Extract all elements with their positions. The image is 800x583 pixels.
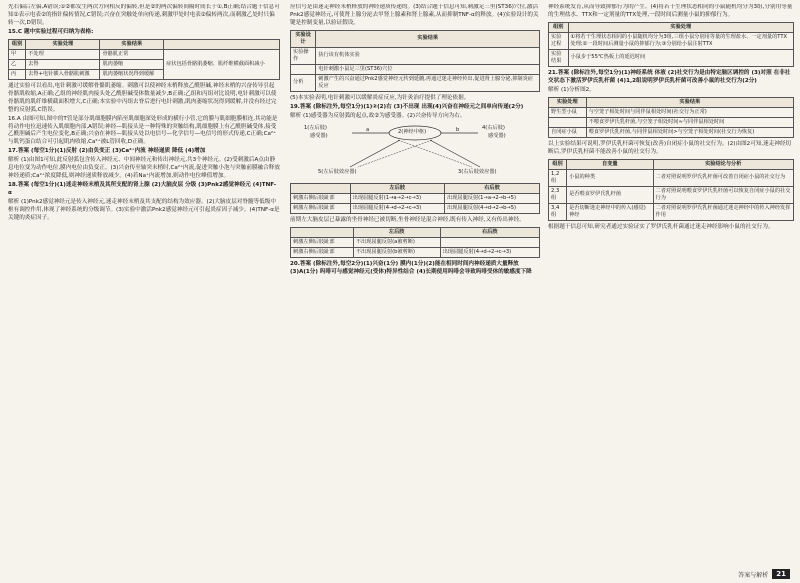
table-cell: 执行该有机体实验 [316, 47, 540, 64]
table-cell: 刺激左侧后肢趾部 [291, 237, 354, 247]
paragraph: 先右偏后左偏,A错误;①②都发生两次方向相反的偏转,但是②的两次偏转间隔时间长于①,B正确;结合题干信息可知②表示电表②的指针偏转情况,C错误;兴奋在突触处单向传递,刺激甲处时电表②偏转两次,而刺激乙处时只偏转一次,D错误。 [8, 4, 280, 26]
table-header: 自变量 [567, 159, 653, 169]
question-20: 20.答案 (除标注外,每空2分)(1)兴奋(1分) 膜内(1分)(2)能在相同时间内神经递质大量释放 (3)A(1分) 吗啡可与感觉神经元(受体)特异性结合 (4)长期使用吗啡会导致吗啡受体的敏感度下降 [290, 260, 532, 275]
table-cell: 1,2组 [549, 169, 567, 186]
diagram-left-receptor-sub: 感受器) [310, 132, 328, 139]
table-cell: 实验过程 [549, 32, 569, 49]
table-cell: 乙 [9, 59, 26, 69]
table-row [549, 127, 794, 137]
diagram-label-a: a [366, 126, 370, 133]
table-cell: 是否喂食罗伊氏乳杆菌 [567, 186, 653, 203]
table-header: 组别 [9, 39, 26, 49]
paragraph: (5)本实验表明,电针刺激可以缓解炎症反应,为针灸治疗提供了理论依据。 [290, 94, 470, 101]
table-cell: 二者对照说明罗伊氏乳杆菌可改善自闭症小鼠的社交行为 [653, 169, 793, 186]
table-cell: 与空笼子相处时间与同伴鼠相处时间(社交行为正常) [586, 107, 793, 117]
table-cell: 甲 [9, 49, 26, 59]
diagram-right-receptor: 4(右后肢) [482, 124, 505, 131]
table-cell: 肌肉萎缩状况得到缓解 [100, 69, 164, 79]
table-note-header [164, 39, 280, 49]
table-cell: 出现屈腿反射(1→a→2→c→3) [350, 193, 444, 203]
table-row [291, 47, 540, 64]
table-reflex-1 [290, 183, 540, 214]
column-right [548, 4, 794, 565]
analysis-17: 解析 (1)由图1可知,此反射弧包含传入神经元、中间神经元和传出神经元,共3个神经元。(2)受刺激后A点由静息电位变为动作电位,膜内电位由负变正。(3)兴奋传至轴突末梢时,Ca²⁺内流,促进突触小泡与突触前膜融合释放神经递质;Ca²⁺浓度降低,则神经递质释放减少。(4)若Na⁺内流增加,则动作电位峰值增加。 [8, 157, 280, 180]
table-cell: 小鼠的种类 [567, 169, 653, 186]
table-row [291, 74, 540, 91]
table-cell [549, 117, 587, 127]
analysis-18: 解析 (1)Pnk2感觉神经元是传入神经元,迷走神经末梢及其支配的结构为效应器。(2)大脑皮层对脊髓等低级中枢有调控作用,体现了神经系统的分级调节。(3)实验中激活Pnk2感觉神经元可引起炎症因子减少。(4)TNF-α是关键的炎症因子。 [8, 198, 280, 221]
analysis-21: 解析 (1)分析图2。 [548, 86, 595, 93]
table-header: 实验结论与分析 [653, 159, 793, 169]
table-cell: 去脊+电针插入骨骼肌刺激 [26, 69, 100, 79]
table-header: 右后肢 [440, 227, 539, 237]
table-cell: 电针刺激小鼠足三里(ST36)穴位 [316, 64, 540, 74]
analysis-19: 解析 (1)感受器为反射弧的起点,故②为感受器。(2)兴奋传导方向为右。 [290, 112, 466, 119]
table-cell: 分析 [291, 74, 316, 91]
table-row [549, 169, 794, 186]
table-row [291, 247, 540, 257]
table-reflex-2 [290, 227, 540, 258]
table-cell: 是否切断迷走神经中的传入(感觉)神经 [567, 203, 653, 220]
table-header: 实验处理 [26, 39, 100, 49]
table-cell: 出现屈腿反射(4→d→2→c→3) [440, 247, 539, 257]
table-header: 实验处理 [568, 22, 793, 32]
table-cell: 不喂食罗伊氏乳杆菌,与空笼子相处时间≈与同伴鼠相处时间 [586, 117, 793, 127]
table-q15 [8, 39, 280, 80]
table-row [291, 193, 540, 203]
table-cell: 去脊 [26, 59, 100, 69]
diagram-bottom-left: 5(左后肢效应器) [318, 168, 357, 175]
column-left [8, 4, 280, 565]
table-row [9, 49, 280, 59]
table-social [548, 97, 794, 138]
footer-label: 答案与解析 [738, 571, 769, 579]
table-header [291, 227, 354, 237]
table-cell: 自闭症小鼠 [549, 127, 587, 137]
paragraph: 前期左大脑皮层已暴露的坐骨神经已被切断,坐骨神经是混合神经,既有传入神经,又有传出神经。 [290, 216, 525, 223]
table-header: 实验设计 [291, 30, 316, 47]
table-header: 左后肢 [350, 183, 444, 193]
table-cell: 野生型小鼠 [549, 107, 587, 117]
table-cell: 骨骼肌正常 [100, 49, 164, 59]
table-cell: 刺激右侧后肢趾部 [291, 247, 354, 257]
table-header: 左后肢 [353, 227, 440, 237]
table-cell: 刺激产生的兴奋通过Pnk2感觉神经元传到延髓,再通过迷走神经传出,促进肾上腺分泌,抑制炎症反应 [316, 74, 540, 91]
table-cell [291, 64, 316, 74]
table-row [549, 117, 794, 127]
table-cell: 出现屈腿反射(4→d→2→b→5) [445, 203, 540, 213]
table-header: 组别 [549, 22, 569, 32]
table-header: 右后肢 [445, 183, 540, 193]
table-header: 实验结果 [586, 97, 793, 107]
table-cell: 3,4组 [549, 203, 567, 220]
question-18: 18.答案 (每空1分)(1)迷走神经末梢及其所支配的肾上腺 (2)大脑皮层 分级 (3)Pnk2感觉神经元 (4)TNF-α [8, 182, 277, 196]
table-cell: 喂食罗伊氏乳杆菌,与同伴鼠相处时间>与空笼子相处时间(社交行为恢复) [586, 127, 793, 137]
page-number: 21 [772, 569, 790, 579]
question-19: 19.答案 (除标注外,每空1分)(1)②(2)右 (3)不出现 出现(4)兴奋在神经元之间单向传递(2分) [290, 103, 524, 110]
table-cell: 出现屈腿反射(1→a→2→b→5) [445, 193, 540, 203]
table-ttx [548, 22, 794, 67]
table-cell: 不处理 [26, 49, 100, 59]
question-16: 16.A 由图可知,图中的T管是部分肌细胞膜内陷至肌细胞深处形成的横行小管,它的膜与肌细胞膜相连,其功能是将动作电位迅速传入肌细胞内部,A错误;神经—肌接头是一种特殊的突触结构,肌细胞膜上有乙酰胆碱受体,接受乙酰胆碱后产生电位变化,B正确;兴奋在神经—肌接头处以电信号—化学信号—电信号的形式传递,C正确;Ca²⁺与肌钙蛋白结合可引起肌肉收缩,Ca²⁺被L管回收,D正确。 [8, 115, 278, 146]
table-row [549, 203, 794, 220]
table-cell [440, 237, 539, 247]
table-cell: 2,3组 [549, 186, 567, 203]
table-cell: 刺激左侧后肢趾部 [291, 203, 351, 213]
question-17: 17.答案 (每空1分)(1)反射 (2)由负变正 (3)Ca²⁺内流 神经递质 降低 (4)增加 [8, 148, 206, 155]
table-cell: 实验结果 [549, 49, 569, 66]
table-cell: 出现屈腿反射(4→d→2→c→3) [350, 203, 444, 213]
table-row [549, 32, 794, 49]
table-note: 症状包括骨骼肌萎缩、肌纤维横截面积减小 [164, 49, 280, 79]
table-groups [548, 159, 794, 221]
table-cell: ①将若干生理状态相同的小鼠随机均分为3组,三组小鼠分别用等量的生理盐水、一定剂量的TTX处理;②一段时间后测量小鼠的抑郁行为;③分别给小鼠注射TTX [568, 32, 793, 49]
table-cell: 二者对照说明喂食罗伊氏乳杆菌可以恢复自闭症小鼠的社交行为 [653, 186, 793, 203]
paragraph: 应信号是由迷走神经末梢释放的神经递质传递的。(3)结合题干信息可知,刺激足三里(ST36)穴位,激活Pnk2感觉神经元,可使肾上腺分泌去甲肾上腺素和肾上腺素,从而抑制TNF-α的释放。(4)实验设计的关键是控制变量,以验证假设。 [290, 4, 539, 26]
diagram-right-receptor-sub: 感受器) [488, 132, 506, 139]
table-cell: 小鼠步于55℃热板上的延迟时间 [568, 49, 793, 66]
table-row [549, 186, 794, 203]
table-cell: 二者对照说明罗伊氏乳杆菌通过迷走神经中的传入神经发挥作用 [653, 203, 793, 220]
paragraph: 以上实验结果可说明,罗伊氏乳杆菌可恢复(改善)自闭症小鼠的社交行为。(2)由图2可知,迷走神经切断后,罗伊氏乳杆菌不能改善小鼠的社交行为。 [548, 140, 792, 155]
table-row [549, 107, 794, 117]
paragraph: 神经系统发育,从而导致抑郁行为的产生。(4)将若干生理状态相同的小鼠随机均分为3组,分别用等量的生理盐水、TTX和一定剂量的TTX处理,一段时间后测量小鼠的抑郁行为。 [548, 4, 793, 18]
table-cell: 肌肉萎缩 [100, 59, 164, 69]
page-footer [738, 569, 790, 579]
diagram-left-receptor: 1(左后肢) [304, 124, 327, 131]
diagram-label-b: b [456, 126, 460, 133]
table-header: 组别 [549, 159, 567, 169]
table-row [549, 49, 794, 66]
table-header [291, 183, 351, 193]
paragraph: 通过实验可以看出,电针刺激可缓解骨骼肌萎缩。刺激可以使神经末梢释放乙酰胆碱,神经末梢的兴奋传导引起骨骼肌收缩,A正确;乙组的神经肌肉接头处乙酰胆碱受体数量减少,B正确;乙组和丙组对比说明,电针刺激可以使骨骼肌的肌纤维横截面积增大,C正确;本实验中丙组去脊后进行电针刺激,肌肉萎缩状况得到缓解,并没有经过完整的反射弧,C错误。 [8, 82, 277, 113]
table-cell: 不出现屈腿反射(a被剪断) [353, 237, 440, 247]
table-cell: 不出现屈腿反射(b被剪断) [353, 247, 440, 257]
question-21: 21.答案 (除标注外,每空1分)(1)神经系统 体液 (2)社交行为是由特定脑区调控的 (3)对照 在非社交状态下激活罗伊氏乳杆菌 (4)1,2组说明罗伊氏乳杆菌可改善小鼠的社交行为(2分) [548, 69, 791, 84]
diagram-bottom-right: 3(右后肢效应器) [458, 168, 497, 175]
table-experiment [290, 30, 540, 92]
paragraph: 根据题干信息可知,研究者通过实验证实了罗伊氏乳杆菌通过迷走神经影响小鼠的社交行为。 [548, 223, 774, 230]
question-15: 15.C 题中实验过程可归纳为表格: [8, 28, 94, 35]
table-cell: 丙 [9, 69, 26, 79]
reflex-arc-diagram [290, 123, 540, 181]
table-row [291, 64, 540, 74]
table-cell: 刺激右侧后肢趾部 [291, 193, 351, 203]
diagram-center: 2(神经中枢) [398, 128, 427, 135]
table-header: 实验结果 [100, 39, 164, 49]
column-middle [290, 4, 540, 565]
table-cell: 实验操作 [291, 47, 316, 64]
table-row [291, 237, 540, 247]
table-row [291, 203, 540, 213]
table-header: 实验处理 [549, 97, 587, 107]
table-header: 实验结果 [316, 30, 540, 47]
